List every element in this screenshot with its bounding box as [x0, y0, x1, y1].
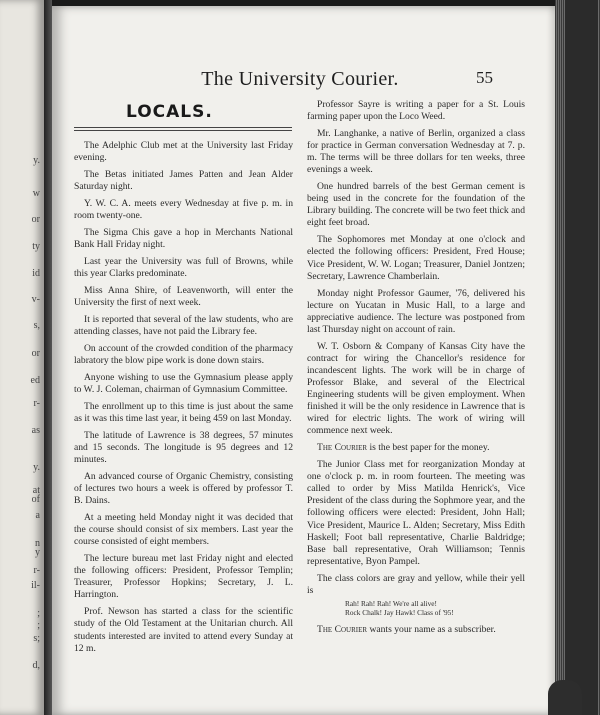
- adjacent-page-text: id: [32, 268, 40, 279]
- page: [52, 6, 555, 715]
- yell-line: Rah! Rah! Rah! We're all alive!: [345, 598, 437, 608]
- news-item: W. T. Osborn & Company of Kansas City have the contract for wiring the Chancellor's residence for incandescent lights. The work will be in charge of Professor Blake, and several of the Electrical Engineering students will be given employment. When finished it will be the only residence in Lawrence that is wired for electric lights. The work of wiring will commence next week.: [307, 340, 525, 437]
- courier-subscribe-ad: The Courier wants your name as a subscriber.: [317, 623, 496, 635]
- news-item: Y. W. C. A. meets every Wednesday at five p. m. in room twenty-one.: [74, 198, 293, 222]
- news-item: The Adelphic Club met at the University last Friday evening.: [74, 140, 293, 164]
- news-item: The latitude of Lawrence is 38 degrees, 57 minutes and 15 seconds. The longitude is 95 degrees and 12 minutes.: [74, 429, 293, 466]
- right-column: [307, 99, 525, 641]
- news-item: On account of the crowded condition of the pharmacy labratory the blow pipe work is done down stairs.: [74, 342, 293, 367]
- adjacent-page-text: v-: [31, 294, 40, 305]
- adjacent-page-text: w: [32, 188, 40, 199]
- adjacent-page-text: il-: [31, 580, 40, 591]
- junior-class-paragraph: The Junior Class met for reorganization Monday at one o'clock p. m. in room fourteen. The meeting was called to order by Miss Matilda Henrick's, Vice President of the class during the Sophmore year, and the following officers were elected: President, John Hall; Vice President, Maurice L. Alden; Secretary, Miss Edith Haskell; Foot ball representative, Charlie Baldridge; Base ball representative, Orah Williamson; Tennis representative, Byon Pampel.: [307, 459, 525, 567]
- page-number: 55: [476, 68, 493, 87]
- news-item: Miss Anna Shire, of Leavenworth, will enter the University the first of next week.: [74, 285, 293, 309]
- adjacent-page-edge: [0, 0, 44, 715]
- adjacent-page-text: of: [31, 494, 40, 505]
- running-header: [52, 68, 555, 94]
- adjacent-page-text: ;: [37, 620, 40, 631]
- news-item: The Betas initiated James Patten and Jean Alder Saturday night.: [74, 169, 293, 193]
- journal-title: The University Courier.: [201, 68, 399, 90]
- news-item: Prof. Newson has started a class for the scientific study of the Old Testament at the Unitarian church. All students interested are invited to attend every Sunday at 12 m.: [74, 606, 293, 654]
- news-item: Last year the University was full of Browns, while this year Clarks predominate.: [74, 256, 293, 280]
- news-item: The Sigma Chis gave a hop in Merchants National Bank Hall Friday night.: [74, 227, 293, 251]
- news-item: Mr. Langhanke, a native of Berlin, organized a class for practice in German conversation Wednesday at 7. p. m. The terms will be three dollars for ten weeks, three evenings a week.: [307, 127, 525, 176]
- class-colors-paragraph: The class colors are gray and yellow, while their yell is: [307, 572, 525, 596]
- class-yell: [345, 599, 525, 618]
- adjacent-page-text: or: [31, 214, 40, 225]
- news-item: An advanced course of Organic Chemistry, consisting of lectures two hours a week is offered by professor T. B. Dains.: [74, 471, 293, 507]
- yell-line: Rock Chalk! Jay Hawk! Class of '95!: [345, 608, 454, 618]
- adjacent-page-text: a: [35, 510, 40, 521]
- section-rule: [74, 127, 292, 131]
- news-item: Anyone wishing to use the Gymnasium please apply to W. J. Coleman, chairman of Gymnasium Committee.: [74, 371, 293, 396]
- left-column: [74, 102, 293, 660]
- news-item: The lecture bureau met last Friday night and elected the following officers: President, Professor Templin; Treasurer, Professor Hopkins; Secretary, J. L. Harrington.: [74, 553, 293, 601]
- adjacent-page-text: r-: [33, 565, 40, 576]
- adjacent-page-text: ed: [30, 375, 40, 386]
- news-item: Professor Sayre is writing a paper for a St. Louis farming paper upon the Loco Weed.: [307, 99, 525, 123]
- news-item: Monday night Professor Gaumer, '76, delivered his lecture on Yucatan in Music Hall, to a large and appreciative audience. The lecture was postponed from last Thursday night on account of rain.: [307, 287, 525, 335]
- news-item: It is reported that several of the law students, who are attending classes, have not paid the Library fee.: [74, 314, 293, 338]
- adjacent-page-text: y.: [33, 462, 40, 473]
- news-item: The enrollment up to this time is just about the same as it was this time last year, it being 459 on last Monday.: [74, 400, 293, 425]
- adjacent-page-text: r-: [33, 398, 40, 409]
- courier-ad: The Courier is the best paper for the money.: [317, 442, 490, 454]
- news-item: The Sophomores met Monday at one o'clock and elected the following officers: President, Fred House; Vice President, W. W. Logan; Treasurer, Daniel Jontzen; Secretary, Lawrence Chamberlain.: [307, 234, 525, 282]
- adjacent-page-text: as: [31, 425, 40, 436]
- adjacent-page-text: n: [35, 538, 40, 549]
- section-title: LOCALS.: [126, 102, 213, 122]
- news-item: At a meeting held Monday night it was decided that the course should consist of six members. Last year the course consisted of eight members.: [74, 512, 293, 548]
- adjacent-page-text: ;: [37, 608, 40, 619]
- book-gutter: [44, 0, 52, 715]
- adjacent-page-text: d,: [32, 660, 40, 671]
- adjacent-page-text: s,: [33, 320, 40, 331]
- adjacent-page-text: ty: [32, 241, 40, 252]
- book-page-stack: [555, 0, 600, 715]
- news-item: One hundred barrels of the best German cement is being used in the concrete for the foundation of the Library building. The concrete will be two feet thick and eight feet broad.: [307, 181, 525, 229]
- thumb: [548, 680, 582, 715]
- adjacent-page-text: or: [31, 348, 40, 359]
- adjacent-page-text: s;: [33, 633, 40, 644]
- adjacent-page-text: y.: [33, 155, 40, 166]
- adjacent-page-text: at: [32, 485, 40, 496]
- adjacent-page-text: y: [35, 547, 40, 558]
